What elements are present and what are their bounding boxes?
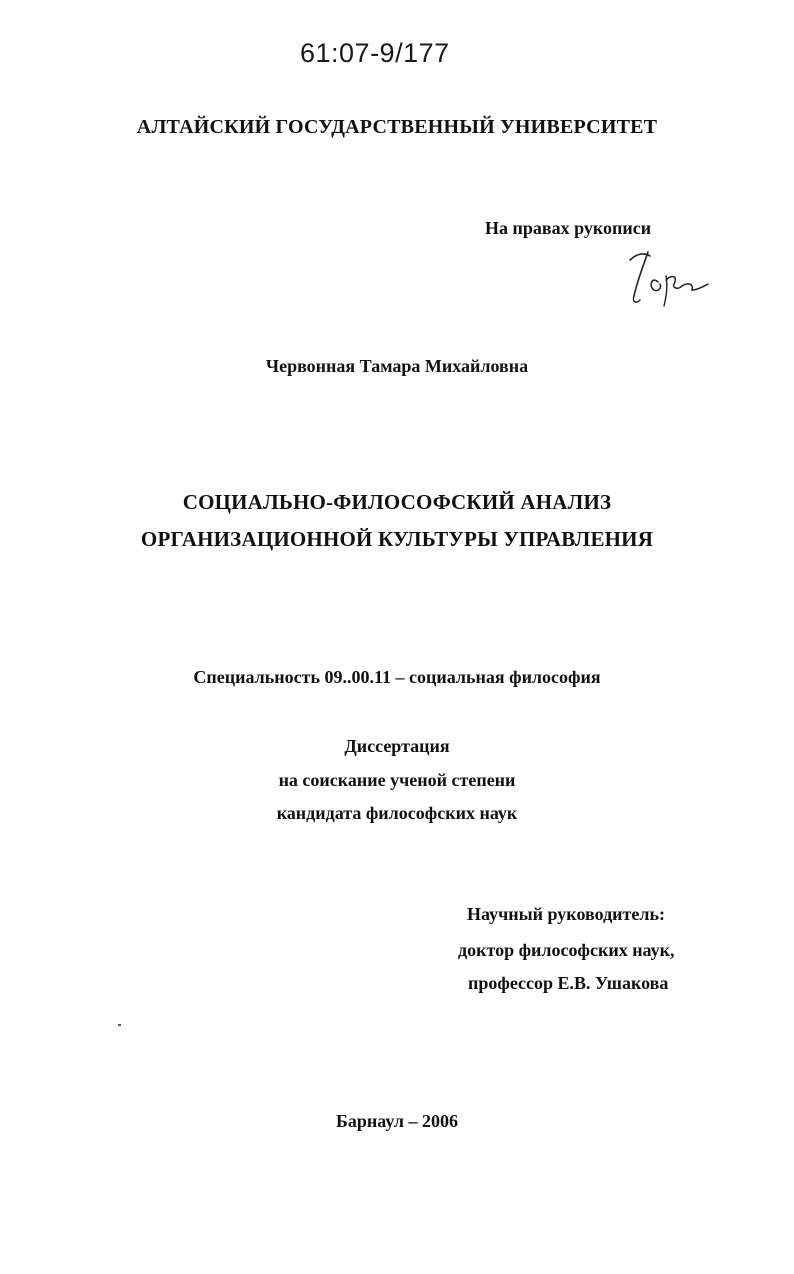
dissertation-title-line-2: ОРГАНИЗАЦИОННОЙ КУЛЬТУРЫ УПРАВЛЕНИЯ (140, 527, 654, 551)
dissertation-label: Диссертация (344, 736, 450, 756)
scan-speck (118, 1024, 121, 1026)
degree-sought-line: на соискание ученой степени (278, 770, 516, 790)
advisor-name: профессор Е.В. Ушакова (468, 973, 669, 993)
handwritten-signature (622, 246, 712, 316)
advisor-label: Научный руководитель: (467, 904, 665, 924)
city-year: Барнаул – 2006 (335, 1111, 459, 1131)
author-name: Червонная Тамара Михайловна (265, 356, 529, 376)
catalog-number: 61:07-9/177 (300, 38, 450, 68)
manuscript-rights-note: На правах рукописи (485, 218, 652, 238)
university-name: АЛТАЙСКИЙ ГОСУДАРСТВЕННЫЙ УНИВЕРСИТЕТ (136, 116, 658, 138)
advisor-degree: доктор философских наук, (458, 940, 675, 960)
specialty-line: Специальность 09..00.11 – социальная философия (193, 667, 601, 687)
dissertation-title-line-1: СОЦИАЛЬНО-ФИЛОСОФСКИЙ АНАЛИЗ (182, 490, 612, 514)
degree-name-line: кандидата философских наук (276, 803, 518, 823)
